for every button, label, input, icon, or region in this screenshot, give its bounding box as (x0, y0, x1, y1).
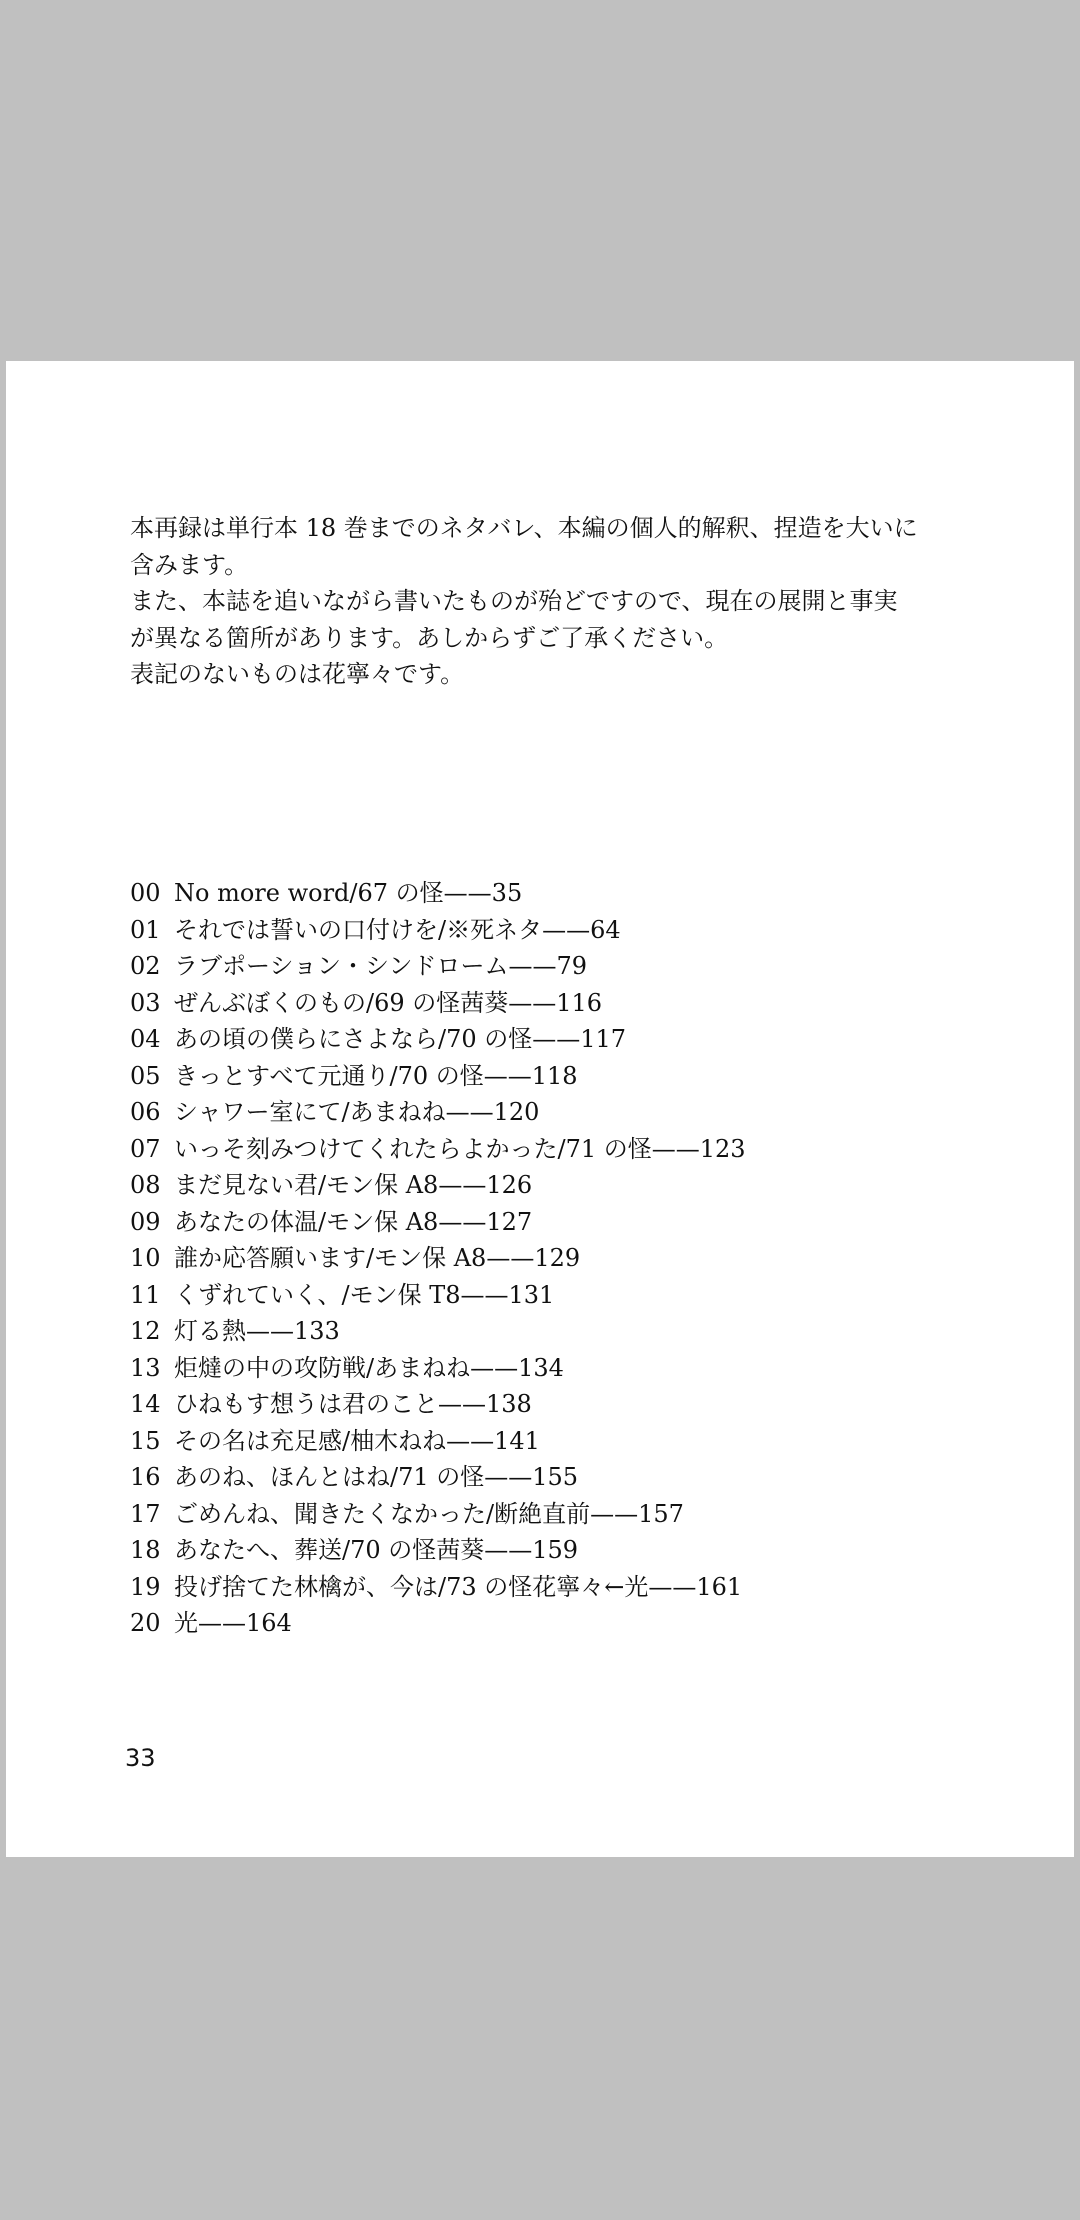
toc-entry-number: 10 (130, 1244, 161, 1272)
toc-entry-title: くずれていく、/モン保 T8——131 (174, 1280, 555, 1309)
toc-entry (130, 1094, 746, 1131)
toc-entry-title: その名は充足感/柚木ねね——141 (174, 1426, 540, 1455)
toc-entry-title: ラブポーション・シンドローム——79 (174, 952, 587, 980)
toc-entry-number: 06 (130, 1098, 161, 1126)
toc-entry-title: 炬燵の中の攻防戦/あまねね——134 (174, 1353, 564, 1382)
toc-entry-title: 灯る熱——133 (174, 1317, 340, 1345)
toc-entry (130, 1131, 746, 1168)
toc-entry (130, 1459, 746, 1496)
toc-entry-number: 09 (130, 1207, 161, 1236)
intro-line: 表記のないものは花寧々です。 (130, 660, 465, 688)
toc-entry (130, 1204, 746, 1241)
toc-entry-number: 07 (130, 1134, 161, 1163)
toc-entry (130, 1350, 746, 1387)
intro-paragraph (130, 510, 990, 693)
intro-line: また、本誌を追いながら書いたものが殆どですので、現在の展開と事実 (130, 587, 898, 615)
toc-entry-number: 16 (130, 1463, 161, 1491)
toc-entry (130, 1021, 746, 1058)
toc-entry-title: あの頃の僕らにさよなら/70 の怪——117 (174, 1025, 627, 1053)
intro-line: 本再録は単行本 18 巻までのネタバレ、本編の個人的解釈、捏造を大いに (130, 514, 918, 542)
toc-entry-title: まだ見ない君/モン保 A8——126 (174, 1171, 533, 1199)
toc-entry-number: 12 (130, 1317, 161, 1345)
toc-entry-number: 01 (130, 915, 161, 944)
toc-entry-number: 11 (130, 1280, 161, 1309)
toc-entry (130, 1532, 746, 1569)
toc-entry-number: 18 (130, 1536, 161, 1564)
toc-entry-number: 04 (130, 1025, 161, 1053)
toc-entry-title: 投げ捨てた林檎が、今は/73 の怪花寧々←光——161 (174, 1572, 743, 1601)
toc-entry (130, 1277, 746, 1314)
table-of-contents (130, 875, 746, 1642)
toc-entry-title: 誰か応答願います/モン保 A8——129 (174, 1244, 581, 1272)
toc-entry (130, 912, 746, 949)
toc-entry-number: 20 (130, 1609, 161, 1637)
toc-entry-title: ひねもす想うは君のこと——138 (174, 1390, 532, 1418)
toc-entry (130, 1423, 746, 1460)
toc-entry (130, 985, 746, 1022)
toc-entry-number: 15 (130, 1426, 161, 1455)
toc-entry-number: 00 (130, 879, 161, 907)
intro-line: が異なる箇所があります。あしからずご了承ください。 (130, 623, 729, 652)
toc-entry (130, 875, 746, 912)
toc-entry-title: No more word/67 の怪——35 (174, 879, 523, 907)
intro-line: 含みます。 (130, 550, 249, 579)
toc-entry (130, 1496, 746, 1533)
toc-entry-number: 03 (130, 988, 161, 1017)
toc-entry-title: いっそ刻みつけてくれたらよかった/71 の怪——123 (174, 1134, 746, 1163)
toc-entry-number: 02 (130, 952, 161, 980)
document-page (6, 361, 1074, 1857)
toc-entry (130, 1167, 746, 1204)
toc-entry-title: ぜんぶぼくのもの/69 の怪茜葵——116 (174, 988, 603, 1017)
toc-entry-title: あのね、ほんとはね/71 の怪——155 (174, 1463, 579, 1491)
toc-entry-number: 05 (130, 1061, 161, 1090)
toc-entry-title: シャワー室にて/あまねね——120 (174, 1098, 540, 1126)
toc-entry-number: 14 (130, 1390, 161, 1418)
toc-entry-title: きっとすべて元通り/70 の怪——118 (174, 1061, 578, 1090)
toc-entry (130, 1569, 746, 1606)
toc-entry-number: 17 (130, 1499, 161, 1528)
toc-entry (130, 1605, 746, 1642)
toc-entry (130, 1240, 746, 1277)
page-number: 33 (125, 1744, 156, 1772)
toc-entry (130, 1313, 746, 1350)
toc-entry-title: ごめんね、聞きたくなかった/断絶直前——157 (174, 1499, 684, 1528)
toc-entry-title: 光——164 (174, 1609, 292, 1637)
toc-entry (130, 1386, 746, 1423)
toc-entry-title: それでは誓いの口付けを/※死ネタ——64 (174, 915, 621, 944)
toc-entry (130, 1058, 746, 1095)
toc-entry-title: あなたへ、葬送/70 の怪茜葵——159 (174, 1536, 579, 1564)
toc-entry-number: 08 (130, 1171, 161, 1199)
toc-entry-number: 13 (130, 1353, 161, 1382)
toc-entry-number: 19 (130, 1572, 161, 1601)
toc-entry-title: あなたの体温/モン保 A8——127 (174, 1207, 533, 1236)
toc-entry (130, 948, 746, 985)
